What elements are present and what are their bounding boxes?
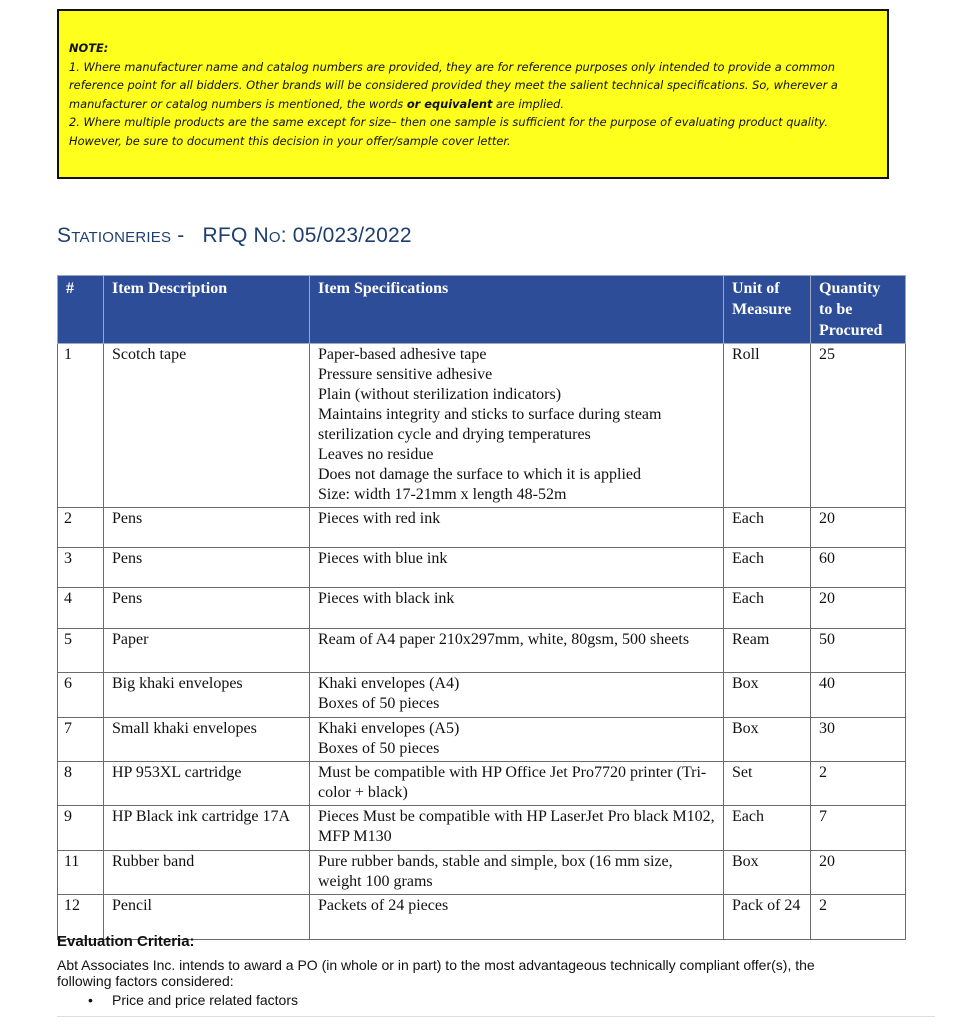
table-row bbox=[58, 548, 906, 588]
row-description: Paper bbox=[104, 629, 310, 673]
footer-divider bbox=[57, 1016, 935, 1017]
row-specifications bbox=[310, 806, 724, 851]
row-specifications bbox=[310, 344, 724, 508]
evaluation-title: Evaluation Criteria: bbox=[57, 933, 195, 950]
table-row bbox=[58, 806, 906, 851]
table-row bbox=[58, 629, 906, 673]
spec-line: Paper-based adhesive tape bbox=[318, 346, 487, 363]
row-specifications bbox=[310, 588, 724, 629]
row-unit: Each bbox=[724, 806, 811, 851]
evaluation-bullet bbox=[88, 992, 298, 1008]
row-quantity: 7 bbox=[811, 806, 906, 851]
row-quantity: 20 bbox=[811, 851, 906, 895]
row-quantity: 40 bbox=[811, 673, 906, 718]
note-box bbox=[57, 9, 889, 179]
spec-line: Pure rubber bands, stable and simple, box (16 mm size, weight 100 grams bbox=[318, 853, 673, 890]
row-unit: Roll bbox=[724, 344, 811, 508]
row-unit: Box bbox=[724, 673, 811, 718]
table-header-row bbox=[58, 276, 906, 344]
row-number: 1 bbox=[58, 344, 104, 508]
row-quantity: 50 bbox=[811, 629, 906, 673]
row-number: 4 bbox=[58, 588, 104, 629]
spec-line: Pieces with red ink bbox=[318, 510, 441, 527]
spec-line: Packets of 24 pieces bbox=[318, 897, 449, 914]
row-quantity: 60 bbox=[811, 548, 906, 588]
section-name: Stationeries - bbox=[57, 224, 191, 247]
section-title bbox=[57, 224, 412, 248]
row-description: Pencil bbox=[104, 895, 310, 940]
rfq-number: RFQ No: 05/023/2022 bbox=[202, 224, 412, 247]
row-specifications bbox=[310, 548, 724, 588]
spec-line: Does not damage the surface to which it is applied bbox=[318, 466, 642, 483]
row-specifications bbox=[310, 673, 724, 718]
note-paragraph-2: 2. Where multiple products are the same except for size– then one sample is sufficient for the purpose of evaluating product quality. However, be sure to document this decision in your offer/sample cover letter. bbox=[69, 115, 828, 148]
row-description: Small khaki envelopes bbox=[104, 718, 310, 762]
note-p1-text-b: are implied. bbox=[492, 96, 565, 111]
table-row bbox=[58, 851, 906, 895]
spec-line: Pieces Must be compatible with HP LaserJet Pro black M102, MFP M130 bbox=[318, 808, 715, 845]
row-number: 7 bbox=[58, 718, 104, 762]
row-specifications bbox=[310, 895, 724, 940]
spec-line: Pressure sensitive adhesive bbox=[318, 366, 493, 383]
header-quantity: Quantity to be Procured bbox=[811, 276, 906, 344]
header-specifications: Item Specifications bbox=[310, 276, 724, 344]
row-number: 3 bbox=[58, 548, 104, 588]
spec-line: Maintains integrity and sticks to surface during steam sterilization cycle and drying temperatures bbox=[318, 406, 662, 443]
spec-line: Must be compatible with HP Office Jet Pro7720 printer (Tri-color + black) bbox=[318, 764, 707, 801]
table-row bbox=[58, 344, 906, 508]
table-row bbox=[58, 718, 906, 762]
bullet-dot: • bbox=[88, 992, 93, 1008]
note-p1-text-a: 1. Where manufacturer name and catalog numbers are provided, they are for reference purposes only intended to provide a common reference point for all bidders. Other brands will be considered provided they meet the salient technical specifications. So, wherever a manufacturer or catalog numbers is mentioned, the words bbox=[69, 59, 838, 111]
row-specifications bbox=[310, 762, 724, 806]
row-number: 9 bbox=[58, 806, 104, 851]
spec-line: Pieces with blue ink bbox=[318, 550, 448, 567]
row-description: Pens bbox=[104, 548, 310, 588]
row-number: 6 bbox=[58, 673, 104, 718]
header-num: # bbox=[58, 276, 104, 344]
row-quantity: 30 bbox=[811, 718, 906, 762]
note-title: NOTE: bbox=[69, 41, 109, 55]
row-unit: Box bbox=[724, 718, 811, 762]
row-quantity: 20 bbox=[811, 588, 906, 629]
row-specifications bbox=[310, 718, 724, 762]
spec-line: Khaki envelopes (A5) bbox=[318, 720, 460, 737]
row-unit: Each bbox=[724, 588, 811, 629]
spec-line: Ream of A4 paper 210x297mm, white, 80gsm, 500 sheets bbox=[318, 631, 690, 648]
note-paragraph-1 bbox=[69, 58, 877, 114]
table-row bbox=[58, 673, 906, 718]
spec-line: Boxes of 50 pieces bbox=[318, 695, 440, 712]
row-unit: Set bbox=[724, 762, 811, 806]
row-number: 12 bbox=[58, 895, 104, 940]
row-description: HP Black ink cartridge 17A bbox=[104, 806, 310, 851]
row-unit: Box bbox=[724, 851, 811, 895]
row-unit: Pack of 24 bbox=[724, 895, 811, 940]
row-specifications bbox=[310, 851, 724, 895]
table-row bbox=[58, 588, 906, 629]
row-number: 8 bbox=[58, 762, 104, 806]
note-p1-bold: or equivalent bbox=[406, 96, 493, 111]
evaluation-bullet-text: Price and price related factors bbox=[112, 992, 298, 1008]
spec-line: Boxes of 50 pieces bbox=[318, 740, 440, 757]
header-unit: Unit of Measure bbox=[724, 276, 811, 344]
table-row bbox=[58, 762, 906, 806]
row-specifications bbox=[310, 629, 724, 673]
row-quantity: 2 bbox=[811, 762, 906, 806]
spec-line: Size: width 17-21mm x length 48-52m bbox=[318, 486, 567, 503]
row-specifications bbox=[310, 508, 724, 548]
spec-line: Plain (without sterilization indicators) bbox=[318, 386, 562, 403]
row-description: Pens bbox=[104, 588, 310, 629]
table-row bbox=[58, 508, 906, 548]
row-quantity: 20 bbox=[811, 508, 906, 548]
row-description: Scotch tape bbox=[104, 344, 310, 508]
header-description: Item Description bbox=[104, 276, 310, 344]
items-table bbox=[57, 275, 906, 940]
row-description: Pens bbox=[104, 508, 310, 548]
row-number: 5 bbox=[58, 629, 104, 673]
row-number: 2 bbox=[58, 508, 104, 548]
row-unit: Each bbox=[724, 548, 811, 588]
row-quantity: 2 bbox=[811, 895, 906, 940]
evaluation-text: Abt Associates Inc. intends to award a PO (in whole or in part) to the most advantageous technically compliant offer(s), the following factors considered: bbox=[57, 957, 815, 989]
row-number: 11 bbox=[58, 851, 104, 895]
spec-line: Pieces with black ink bbox=[318, 590, 455, 607]
row-description: Big khaki envelopes bbox=[104, 673, 310, 718]
row-description: HP 953XL cartridge bbox=[104, 762, 310, 806]
row-unit: Each bbox=[724, 508, 811, 548]
spec-line: Leaves no residue bbox=[318, 446, 434, 463]
row-unit: Ream bbox=[724, 629, 811, 673]
row-description: Rubber band bbox=[104, 851, 310, 895]
spec-line: Khaki envelopes (A4) bbox=[318, 675, 460, 692]
table-body bbox=[58, 344, 906, 940]
row-quantity: 25 bbox=[811, 344, 906, 508]
